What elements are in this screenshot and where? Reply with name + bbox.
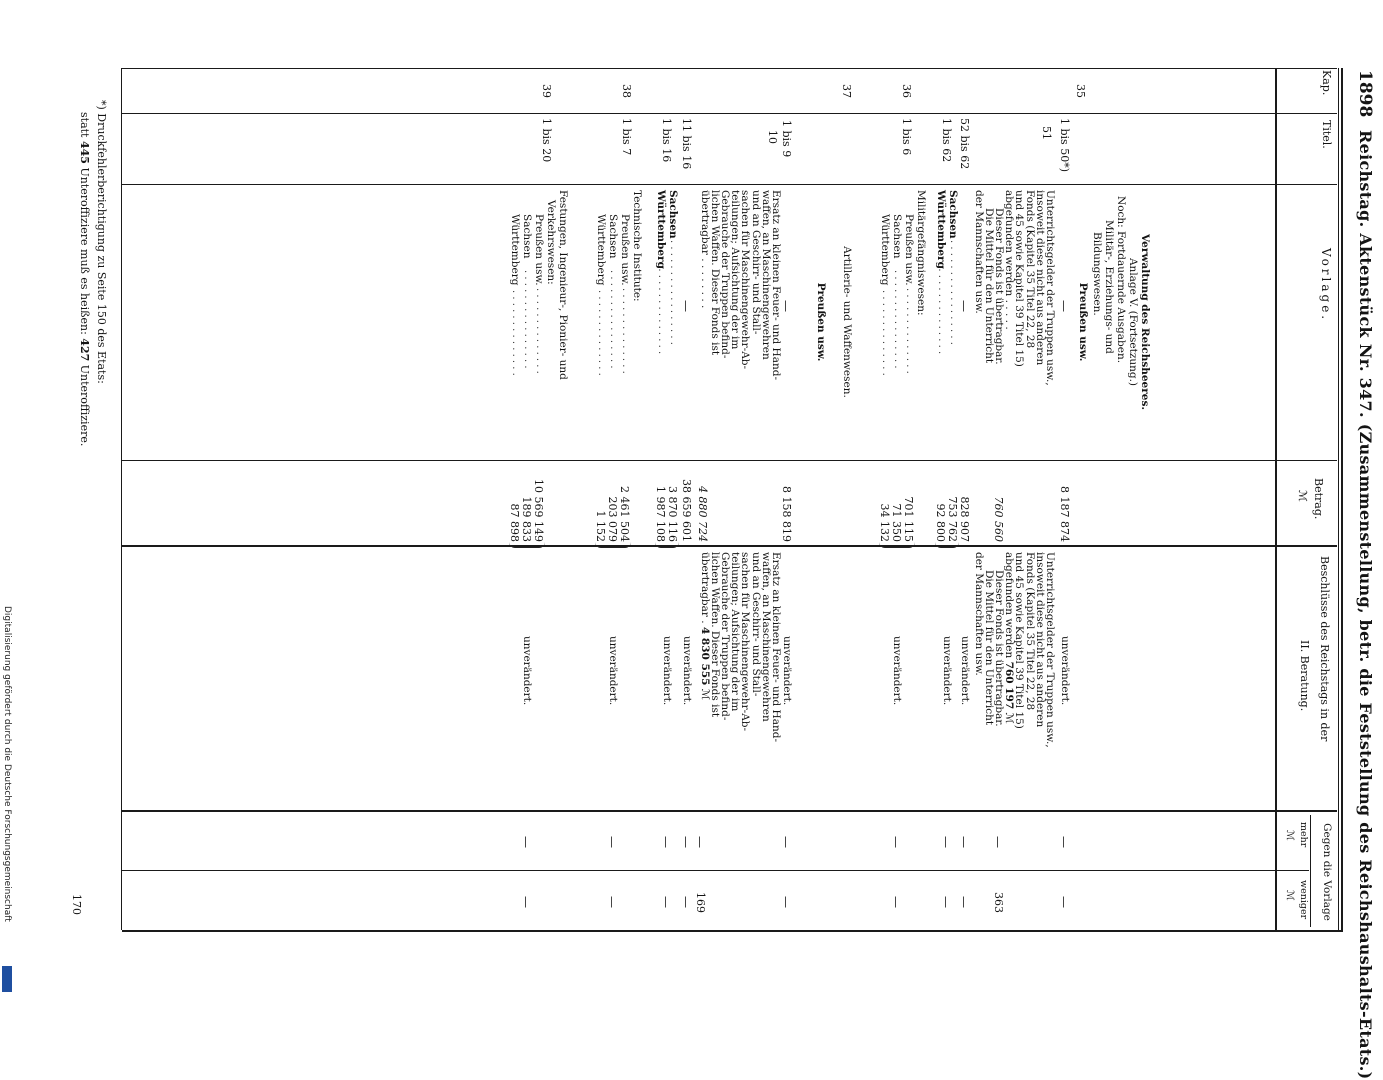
titel-39: 1 bis 20 (540, 118, 553, 163)
dots-37d2: . . . . . . . . . . . . . . . (656, 262, 667, 355)
amount-35c: 828 907 (958, 496, 971, 542)
mehr-dash-37c: — (679, 836, 693, 848)
col-beschluesse: Beschlüsse des Reichstags in der (1318, 556, 1331, 742)
col-mehr-unit: ℳ (1284, 830, 1295, 841)
label-37d2: Württemberg (655, 190, 667, 269)
mehr-dash-35d: — (939, 836, 953, 848)
intro-line5: Bildungswesen. (1091, 232, 1103, 316)
left-border (122, 68, 1337, 69)
dash-37c: — (679, 300, 693, 312)
titel-35d: 1 bis 62 (940, 118, 953, 163)
right-border (122, 930, 1343, 932)
weniger-dash-39: — (519, 896, 533, 908)
text-37b: Ersatz an kleinen Feuer- und Hand- waffen, an Maschinengewehren und an Geschirr- und Stall- sachen für Maschinengewehr-Ab- teilungen; Aufsichtung der im Gebrauche der Truppen befind- lichen Waffen. Dieser Fonds ist übertragbar . . . . . . . . (698, 190, 782, 380)
amount-37a: 8 158 819 (780, 486, 793, 542)
label-36a: Preußen usw. (903, 214, 915, 286)
footnote-line1: *) Druckfehlerberichtigung zu Seite 150 des Etats: (95, 100, 108, 384)
brace-35d (935, 541, 959, 548)
intro-line4: Militär-, Erziehungs- und (1103, 220, 1115, 354)
col-weniger-unit: ℳ (1284, 890, 1295, 901)
kap-rule (122, 113, 1337, 114)
label-36b: Sachsen (891, 214, 903, 259)
amount-36b: 71 350 (890, 503, 903, 542)
dots-36a: . . . . . . . . . . . . . . (904, 288, 915, 374)
dots-38a: . . . . . . . . . . . . . . (620, 288, 631, 374)
footnote-line2: statt 445 Unteroffiziere muß es heißen: 427 Unteroffiziere. (78, 112, 91, 447)
result-36: unverändert. (891, 636, 903, 706)
amount-36a: 701 115 (902, 496, 915, 542)
mehr-rule (122, 870, 1309, 871)
label-38a: Preußen usw. (619, 214, 631, 286)
dots-39a: . . . . . . . . . . . . . . (534, 288, 545, 374)
weniger-dash-35d: — (939, 896, 953, 908)
intro-line3: Noch: Fortdauernde Ausgaben. (1115, 196, 1127, 364)
weniger-dash-35a: — (1057, 896, 1071, 908)
dots-35d2: . . . . . . . . . . . . . . . (936, 262, 947, 355)
label-35d1: Sachsen (947, 190, 959, 239)
result-39: unverändert. (521, 636, 533, 706)
label-39b: Sachsen (521, 214, 533, 259)
mehr-dash-39: — (519, 836, 533, 848)
amount-35d1: 753 762 (946, 496, 959, 542)
result-35d: unverändert. (941, 636, 953, 706)
weniger-dash-36: — (889, 896, 903, 908)
page-title: Reichstag. Aktenstück Nr. 347. (Zusammenstellung, betr. die Feststellung des Reichshaushalts-Etats.) (1356, 130, 1375, 1080)
beschluss-rule (122, 810, 1337, 812)
label-38: Technische Institute: (631, 190, 643, 302)
dots-36b: . . . . . . . . . . . . . . . . (892, 270, 903, 369)
kap-39: 39 (540, 84, 553, 98)
table-bottom-rule (121, 68, 122, 930)
weniger-dash-37c: — (679, 896, 693, 908)
brace-38 (595, 541, 631, 548)
dash-35c: — (957, 300, 971, 312)
funding-text: Digitalisierung gefördert durch die Deutsche Forschungsgemeinschaft (2, 606, 12, 922)
page-number: 170 (70, 894, 83, 915)
weniger-dash-37d: — (659, 896, 673, 908)
mehr-dash-37b: — (693, 836, 707, 848)
label-36: Militärgefängniswesen: (915, 190, 927, 316)
brace-37d (655, 541, 679, 548)
mehr-dash-37d: — (659, 836, 673, 848)
weniger-dash-35c: — (957, 896, 971, 908)
amount-35d2: 92 800 (934, 503, 947, 542)
amount-39b: 189 833 (520, 496, 533, 542)
kap-37: 37 (840, 84, 853, 98)
result-35b-amount: 760 197 (1003, 661, 1016, 710)
titel-rule (122, 184, 1337, 185)
kap-36: 36 (900, 84, 913, 98)
vorlage-rule (122, 460, 1337, 461)
col-mehr: mehr (1298, 822, 1309, 848)
mehr-dash-35b: — (991, 836, 1005, 848)
dots-38b: . . . . . . . . . . . . . . . . (608, 270, 619, 369)
titel-35b: 51 (1040, 126, 1053, 140)
gegen-rule (1310, 815, 1311, 927)
col-titel: Titel. (1320, 120, 1333, 149)
amount-37d1: 3 870 116 (666, 486, 679, 542)
dash-37a: — (779, 300, 793, 312)
amount-39a: 10 569 149 (532, 479, 545, 542)
amount-38b: 203 079 (606, 496, 619, 542)
col-vorlage: Vorlage. (1319, 248, 1333, 323)
label-35d2: Württemberg (935, 190, 947, 269)
amount-35a: 8 187 874 (1058, 486, 1071, 542)
titel-37b: 10 (766, 130, 779, 144)
result-35b: Unterrichtsgelder der Truppen usw., insoweit diese nicht aus anderen Fonds (Kapitel 35 Titel 22, 28 und 45 sowie Kapitel 39 Titel 15) abgefunden werden 760 197 ℳ Dieser Fonds ist übertragbar. Die Mittel für den Unterricht der Mannschaften usw. (972, 552, 1056, 748)
dash-35a: — (1057, 300, 1071, 312)
weniger-dash-37a: — (779, 896, 793, 908)
betrag-rule (122, 545, 1337, 547)
mehr-dash-37a: — (779, 836, 793, 848)
label-39-1: Festungen, Ingenieur-, Pionier- und (557, 190, 569, 380)
result-37d: unverändert. (661, 636, 673, 706)
col-gegen: Gegen die Vorlage (1321, 823, 1333, 921)
titel-36: 1 bis 6 (900, 118, 913, 156)
label-36c: Württemberg (879, 214, 891, 286)
result-37b-amount: 4 830 555 (698, 626, 711, 686)
col-kap: Kap. (1320, 70, 1333, 96)
label-37: Artillerie- und Waffenwesen. (841, 246, 853, 398)
dots-38c: . . . . . . . . . . . . . . (596, 290, 607, 376)
titel-37c: 11 bis 16 (680, 118, 693, 170)
dots-35d1: . . . . . . . . . . . . . . . . . (948, 240, 959, 345)
label-39a: Preußen usw. (533, 214, 545, 286)
label-39c: Württemberg (509, 214, 521, 286)
col-betrag-unit: ℳ (1296, 490, 1309, 502)
intro-line1: Verwaltung des Reichsheeres. (1139, 233, 1151, 411)
header-rule (1276, 68, 1278, 930)
titel-38: 1 bis 7 (620, 118, 633, 156)
amount-35b: 760 560 (992, 496, 1005, 542)
dots-37d1: . . . . . . . . . . . . . . . . . (668, 240, 679, 345)
amount-37c: 38 659 601 (680, 479, 693, 542)
intro-line2: Anlage V. (Fortsetzung.) (1127, 257, 1139, 387)
label-38c: Württemberg (595, 214, 607, 286)
amount-39c: 87 898 (508, 503, 521, 542)
result-37a: unverändert. (781, 636, 793, 706)
result-35c: unverändert. (959, 636, 971, 706)
titel-37d: 1 bis 16 (660, 118, 673, 163)
text-35b: Unterrichtsgelder der Truppen usw., insoweit diese nicht aus anderen Fonds (Kapitel 35 Titel 22, 28 und 45 sowie Kapitel 39 Titel 15) abgefunden werden . . . . . Dieser Fonds ist übertragbar. Die Mittel für den Unterricht der Mannschaften usw. (972, 190, 1056, 386)
amount-37d2: 1 987 108 (654, 486, 667, 542)
mehr-dash-38: — (605, 836, 619, 848)
amount-37b: 4 880 724 (696, 486, 709, 542)
mehr-dash-35a: — (1057, 836, 1071, 848)
result-38: unverändert. (607, 636, 619, 706)
kap-35: 35 (1074, 84, 1087, 98)
mehr-dash-36: — (889, 836, 903, 848)
brace-36 (879, 541, 915, 548)
col-beratung: II. Beratung. (1298, 640, 1311, 712)
dots-39c: . . . . . . . . . . . . . . (510, 290, 521, 376)
label-37d1: Sachsen (667, 190, 679, 239)
weniger-37b: 169 (694, 892, 707, 913)
result-37c: unverändert. (681, 636, 693, 706)
col-betrag: Betrag. (1312, 478, 1325, 520)
weniger-35b: 363 (992, 892, 1005, 913)
kap-38: 38 (620, 84, 633, 98)
title-rule (1341, 68, 1343, 930)
intro-line6: Preußen usw. (1077, 282, 1089, 362)
result-35a: unverändert. (1059, 636, 1071, 706)
col-weniger: weniger (1298, 880, 1309, 920)
brace-39 (509, 541, 545, 548)
label-37b: Preußen usw. (815, 282, 827, 362)
page-year: 1898 (1355, 70, 1375, 118)
mehr-dash-35c: — (957, 836, 971, 848)
dots-36c: . . . . . . . . . . . . . . (880, 290, 891, 376)
titel-35a: 1 bis 50*) (1058, 118, 1071, 172)
label-39-2: Verkehrswesen: (545, 200, 557, 285)
weniger-dash-38: — (605, 896, 619, 908)
titel-37a: 1 bis 9 (780, 120, 793, 158)
amount-38c: 1 152 (594, 510, 607, 542)
amount-36c: 34 132 (878, 503, 891, 542)
titel-35c: 52 bis 62 (958, 118, 971, 170)
amount-38a: 2 461 504 (618, 486, 631, 542)
result-37b: Ersatz an kleinen Feuer- und Hand- waffen, an Maschinengewehren und an Geschirr- und Stall- sachen für Maschinengewehr-Ab- teilungen; Aufsichtung der im Gebrauche der Truppen befind- lichen Waffen. Dieser Fonds ist übertragbar . 4 830 555 ℳ (698, 552, 782, 742)
label-38b: Sachsen (607, 214, 619, 259)
title-rule-thin (1338, 68, 1339, 930)
dots-39b: . . . . . . . . . . . . . . . . (522, 270, 533, 369)
